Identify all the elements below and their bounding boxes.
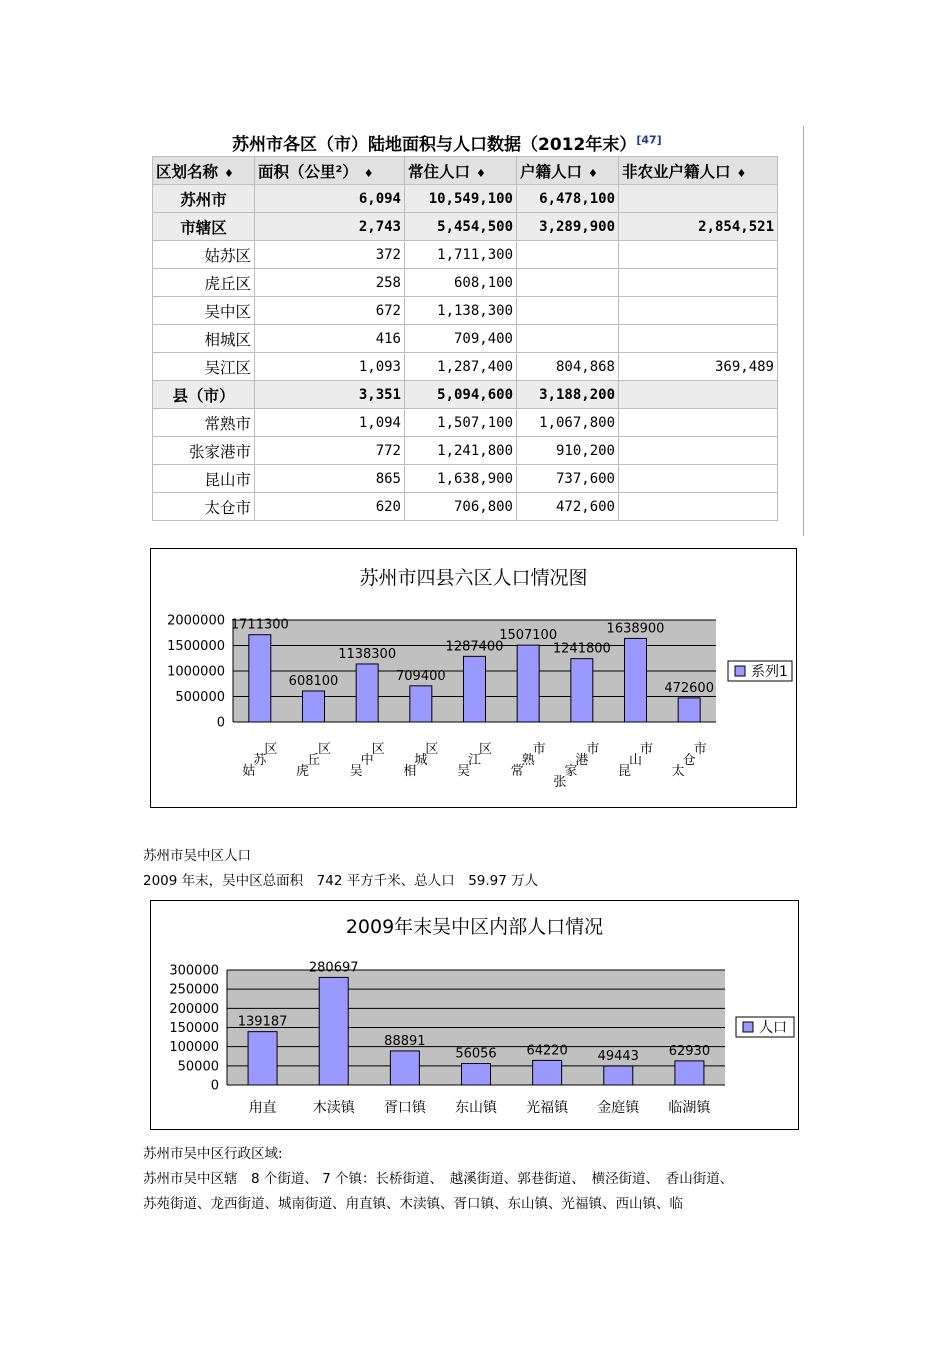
x-tick-label: 市 [693, 742, 707, 757]
data-label: 1241800 [552, 641, 611, 657]
table-row [153, 353, 778, 381]
y-tick-label: 0 [216, 715, 225, 731]
table-cell-area: 1,094 [255, 409, 405, 437]
table-cell-resident: 5,454,500 [405, 213, 517, 241]
sort-icon[interactable]: ♦ [476, 166, 486, 180]
x-tick-label: 熟 [521, 753, 535, 768]
table-cell-registered: 472,600 [517, 493, 619, 521]
x-tick-label: 家 [564, 764, 578, 779]
table-cell-area: 772 [255, 437, 405, 465]
table-cell-registered [517, 241, 619, 269]
table-cell-registered: 910,200 [517, 437, 619, 465]
table-cell-registered: 737,600 [517, 465, 619, 493]
data-label: 62930 [668, 1043, 711, 1059]
section-heading-wuzhong: 苏州市吴中区人口 [143, 848, 251, 864]
data-label: 88891 [384, 1033, 426, 1049]
table-cell-nonagri [619, 185, 778, 213]
table-cell-registered: 1,067,800 [517, 409, 619, 437]
population-table-section [152, 126, 806, 536]
table-cell-name: 县（市） [153, 381, 255, 409]
wuzhong-summary: 2009 年末，吴中区总面积 742 平方千米、总人口 59.97 万人 [143, 873, 539, 889]
x-tick-label: 胥口镇 [383, 1100, 426, 1116]
table-cell-nonagri [619, 381, 778, 409]
table-cell-nonagri [619, 297, 778, 325]
header-nonagri[interactable]: 非农业户籍人口 ♦ [619, 157, 778, 185]
legend-label: 人口 [759, 1020, 787, 1036]
table-cell-area: 672 [255, 297, 405, 325]
admin-paragraph-line2: 苏苑街道、龙西街道、城南街道、甪直镇、木渎镇、胥口镇、东山镇、光福镇、西山镇、临 [143, 1196, 683, 1212]
data-label: 709400 [396, 668, 446, 684]
table-title-text: 苏州市各区（市）陆地面积与人口数据（2012年末） [232, 135, 637, 155]
table-divider [803, 126, 804, 536]
table-row [153, 381, 778, 409]
header-name[interactable]: 区划名称 ♦ [153, 157, 255, 185]
x-tick-label: 光福镇 [526, 1100, 569, 1116]
table-cell-name: 张家港市 [153, 437, 255, 465]
table-cell-name: 吴江区 [153, 353, 255, 381]
bar [410, 686, 432, 722]
bar [303, 691, 325, 722]
table-row [153, 409, 778, 437]
table-cell-nonagri: 369,489 [619, 353, 778, 381]
table-row [153, 241, 778, 269]
table-cell-resident: 5,094,600 [405, 381, 517, 409]
data-label: 64220 [526, 1043, 568, 1059]
table-cell-registered: 3,188,200 [517, 381, 619, 409]
x-tick-label: 江 [467, 753, 482, 768]
table-cell-resident: 608,100 [405, 269, 517, 297]
data-label: 280697 [308, 960, 359, 976]
x-tick-label: 吴 [456, 764, 471, 779]
table-cell-area: 620 [255, 493, 405, 521]
table-cell-registered: 6,478,100 [517, 185, 619, 213]
bar [625, 638, 647, 722]
x-tick-label: 昆 [617, 764, 632, 779]
y-tick-label: 250000 [169, 982, 219, 998]
bar [678, 698, 700, 722]
table-cell-name: 太仓市 [153, 493, 255, 521]
table-cell-name: 常熟市 [153, 409, 255, 437]
table-cell-area: 2,743 [255, 213, 405, 241]
sort-icon[interactable]: ♦ [736, 166, 747, 180]
x-tick-label: 甪直 [248, 1100, 277, 1116]
table-cell-resident: 709,400 [405, 325, 517, 353]
chart1-title: 苏州市四县六区人口情况图 [359, 567, 588, 589]
data-label: 1287400 [445, 639, 504, 655]
y-tick-label: 150000 [169, 1021, 219, 1036]
table-cell-nonagri [619, 269, 778, 297]
table-cell-nonagri [619, 325, 778, 353]
x-tick-label: 太 [671, 764, 685, 779]
sort-icon[interactable]: ♦ [588, 166, 598, 180]
table-body [153, 185, 778, 521]
x-tick-label: 市 [586, 742, 600, 757]
bar [464, 656, 486, 722]
y-tick-label: 300000 [169, 963, 219, 979]
data-label: 56056 [455, 1046, 497, 1062]
sort-icon[interactable]: ♦ [224, 166, 234, 180]
table-cell-resident: 1,638,900 [405, 465, 517, 493]
bar [571, 659, 593, 722]
chart1-svg [151, 549, 796, 807]
y-tick-label: 50000 [177, 1059, 219, 1075]
legend-swatch [735, 666, 745, 676]
table-cell-resident: 1,507,100 [405, 409, 517, 437]
table-cell-registered [517, 325, 619, 353]
table-row [153, 437, 778, 465]
y-tick-label: 1000000 [167, 664, 225, 680]
data-label: 1507100 [499, 628, 558, 644]
x-tick-label: 相 [403, 764, 417, 779]
table-cell-resident: 1,711,300 [405, 241, 517, 269]
table-cell-resident: 706,800 [405, 493, 517, 521]
bar [249, 635, 271, 722]
table-cell-name: 昆山市 [153, 465, 255, 493]
y-tick-label: 2000000 [167, 613, 225, 629]
table-row [153, 213, 778, 241]
data-label: 1638900 [606, 621, 665, 637]
x-tick-label: 区 [371, 742, 385, 757]
section-heading-admin: 苏州市吴中区行政区域: [143, 1146, 283, 1162]
x-tick-label: 苏 [253, 753, 267, 768]
table-cell-name: 相城区 [153, 325, 255, 353]
table-cell-name: 吴中区 [153, 297, 255, 325]
header-registered[interactable]: 户籍人口 ♦ [517, 157, 619, 185]
legend-swatch [743, 1022, 753, 1032]
y-tick-label: 500000 [175, 690, 225, 705]
table-row [153, 185, 778, 213]
data-label: 1711300 [230, 617, 289, 633]
legend-label: 系列1 [751, 664, 788, 680]
table-cell-nonagri: 2,854,521 [619, 213, 778, 241]
y-tick-label: 200000 [169, 1001, 219, 1017]
x-tick-label: 山 [628, 753, 643, 768]
table-cell-nonagri [619, 409, 778, 437]
x-tick-label: 区 [478, 742, 493, 757]
data-label: 608100 [288, 673, 339, 689]
x-tick-label: 中 [360, 753, 374, 768]
citation-link[interactable]: [47] [636, 133, 662, 147]
table-cell-name: 虎丘区 [153, 269, 255, 297]
data-label: 1138300 [338, 646, 397, 662]
x-tick-label: 港 [575, 753, 589, 768]
x-tick-label: 张 [553, 775, 567, 790]
table-cell-resident: 1,138,300 [405, 297, 517, 325]
x-tick-label: 区 [317, 742, 332, 757]
x-tick-label: 城 [414, 753, 428, 768]
table-cell-nonagri [619, 437, 778, 465]
y-tick-label: 0 [210, 1078, 219, 1094]
bar [533, 1060, 562, 1085]
table-title [232, 130, 662, 155]
population-table [152, 156, 778, 521]
table-cell-resident: 10,549,100 [405, 185, 517, 213]
x-tick-label: 仓 [682, 753, 696, 768]
bar [248, 1032, 277, 1085]
table-row [153, 297, 778, 325]
bar [675, 1061, 704, 1085]
sort-icon[interactable]: ♦ [363, 166, 374, 180]
table-cell-area: 3,351 [255, 381, 405, 409]
chart2-svg [151, 901, 798, 1129]
x-tick-label: 区 [264, 742, 278, 757]
x-tick-label: 市 [532, 742, 546, 757]
table-cell-name: 苏州市 [153, 185, 255, 213]
table-cell-area: 258 [255, 269, 405, 297]
x-tick-label: 姑 [242, 764, 256, 779]
table-cell-registered: 804,868 [517, 353, 619, 381]
x-tick-label: 金庭镇 [597, 1100, 640, 1116]
data-label: 139187 [237, 1014, 288, 1030]
table-cell-area: 372 [255, 241, 405, 269]
bar [356, 664, 378, 722]
table-cell-area: 865 [255, 465, 405, 493]
table-cell-name: 市辖区 [153, 213, 255, 241]
data-label: 472600 [664, 680, 714, 696]
x-tick-label: 木渎镇 [312, 1100, 355, 1116]
table-cell-registered [517, 269, 619, 297]
admin-paragraph-line1: 苏州市吴中区辖 8 个街道、 7 个镇：长桥街道、 越溪街道、郭巷街道、 横泾街道、 香山街道、 [143, 1171, 734, 1187]
table-row [153, 493, 778, 521]
header-resident[interactable]: 常住人口 ♦ [405, 157, 517, 185]
chart-county-population [150, 548, 797, 808]
bar [319, 977, 348, 1085]
chart2-title: 2009年末吴中区内部人口情况 [345, 916, 604, 938]
data-label: 49443 [597, 1049, 639, 1065]
table-cell-registered [517, 297, 619, 325]
table-cell-nonagri [619, 493, 778, 521]
x-tick-label: 临湖镇 [668, 1100, 711, 1116]
chart-wuzhong-population [150, 900, 799, 1130]
table-cell-registered: 3,289,900 [517, 213, 619, 241]
table-cell-nonagri [619, 241, 778, 269]
table-row [153, 325, 778, 353]
header-area[interactable]: 面积（公里²） ♦ [255, 157, 405, 185]
table-cell-resident: 1,287,400 [405, 353, 517, 381]
table-cell-area: 1,093 [255, 353, 405, 381]
y-tick-label: 1500000 [167, 639, 225, 654]
x-tick-label: 吴 [349, 764, 363, 779]
y-tick-label: 100000 [169, 1040, 219, 1056]
x-tick-label: 虎 [295, 764, 310, 779]
table-cell-area: 416 [255, 325, 405, 353]
bar [517, 645, 539, 722]
x-tick-label: 区 [425, 742, 439, 757]
table-row [153, 465, 778, 493]
table-row [153, 269, 778, 297]
table-cell-area: 6,094 [255, 185, 405, 213]
bar [604, 1066, 633, 1085]
x-tick-label: 常 [510, 764, 524, 779]
x-tick-label: 东山镇 [455, 1100, 497, 1116]
bar [390, 1051, 419, 1085]
table-cell-nonagri [619, 465, 778, 493]
table-cell-resident: 1,241,800 [405, 437, 517, 465]
bar [462, 1064, 491, 1085]
x-tick-label: 丘 [306, 753, 321, 768]
table-cell-name: 姑苏区 [153, 241, 255, 269]
x-tick-label: 市 [639, 742, 654, 757]
table-header-row [153, 157, 778, 185]
